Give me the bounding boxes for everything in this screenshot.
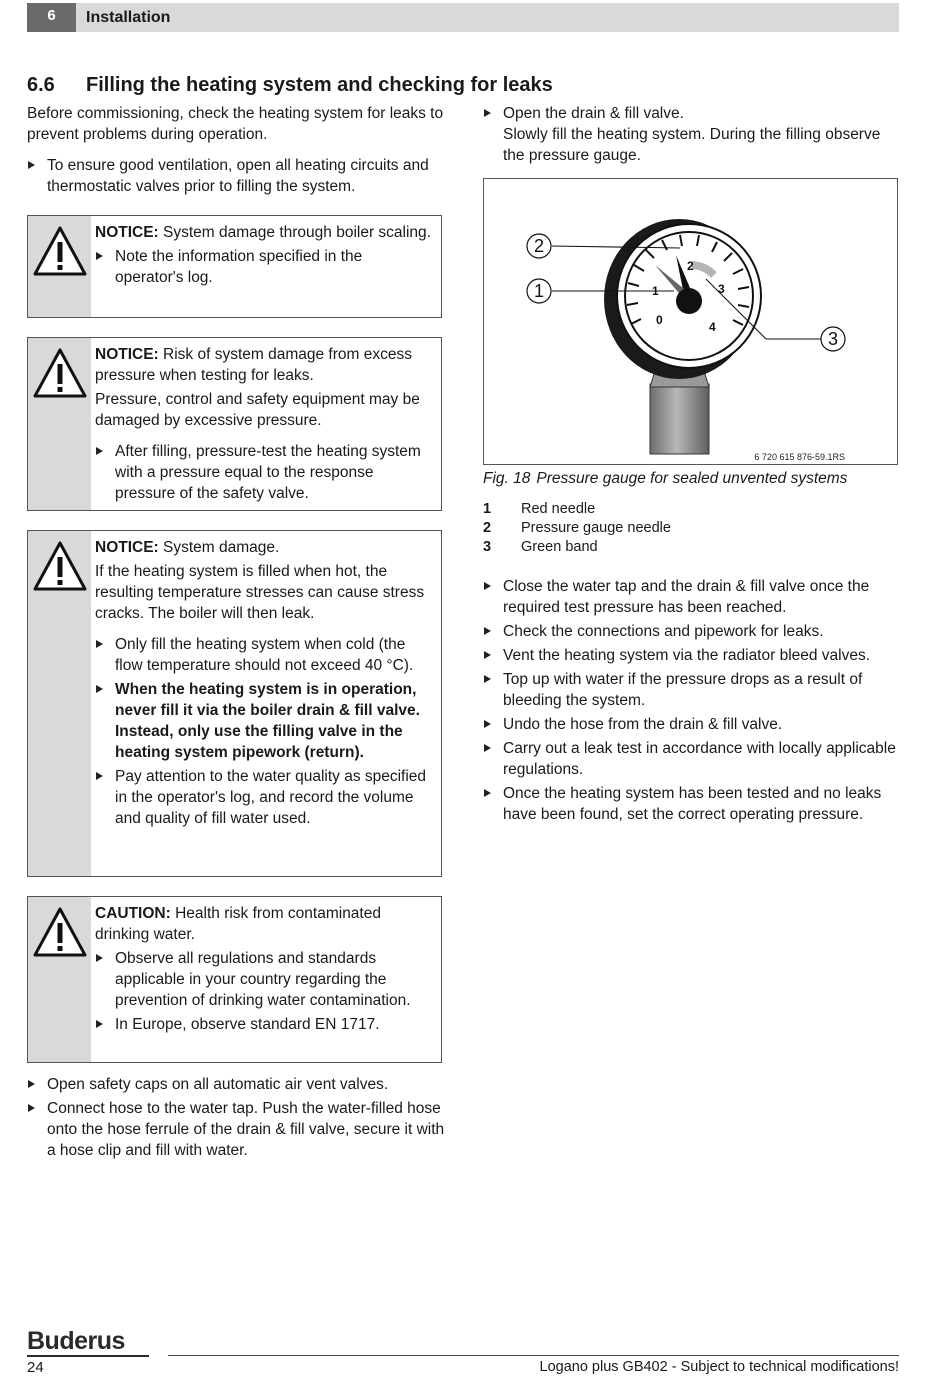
right-steps-list <box>483 576 901 828</box>
needle-hub <box>676 288 702 314</box>
warning-icon <box>32 346 88 402</box>
step-bullet: Top up with water if the pressure drops as a result of bleeding the system. <box>483 669 901 711</box>
step-bullet: Connect hose to the water tap. Push the water-filled hose onto the hose ferrule of the drain & fill valve, secure it with a hose clip and fill with water. <box>27 1098 445 1161</box>
footer-text: Logano plus GB402 - Subject to technical modifications! <box>539 1359 899 1375</box>
notice-bullet: Note the information specified in the operator's log. <box>95 246 433 288</box>
figure-reference: 6 720 615 876-59.1RS <box>754 452 845 462</box>
left-final-steps <box>27 1074 445 1161</box>
open-valve-continuation: Slowly fill the heating system. During the filling observe the pressure gauge. <box>503 126 881 164</box>
caution-label: CAUTION: <box>95 905 171 922</box>
figure-legend <box>483 500 671 557</box>
chapter-title: Installation <box>86 9 171 26</box>
callout-label-3: 3 <box>827 329 839 349</box>
dial-number-2: 2 <box>687 259 694 273</box>
section-heading: Filling the heating system and checking for leaks <box>86 74 553 96</box>
legend-row: 3 Green band <box>483 539 598 555</box>
notice-bullet: Pay attention to the water quality as specified in the operator's log, and record the volume and quality of fill water used. <box>95 766 433 829</box>
step-bullet: Carry out a leak test in accordance with locally applicable regulations. <box>483 738 901 780</box>
section-number: 6.6 <box>27 74 55 96</box>
notice-label: NOTICE: <box>95 224 159 241</box>
step-bullet: Undo the hose from the drain & fill valve. <box>483 714 901 735</box>
page-number: 24 <box>27 1359 44 1376</box>
ventilation-bullet: To ensure good ventilation, open all heating circuits and thermostatic valves prior to filling the system. <box>27 155 445 197</box>
callout-label-2: 2 <box>533 236 545 256</box>
open-valve-bullet: Open the drain & fill valve. <box>483 103 903 124</box>
pressure-gauge-illustration <box>484 179 897 464</box>
notice-paragraph: If the heating system is filled when hot, the resulting temperature stresses can cause stress cracks. The boiler will then leak. <box>95 563 425 622</box>
notice-box-pressure <box>27 337 442 511</box>
figure-number: Fig. 18 <box>483 470 531 487</box>
notice-text: System damage. <box>158 539 280 556</box>
notice-text: Risk of system damage from excess pressure when testing for leaks. <box>95 346 412 384</box>
notice-text: System damage through boiler scaling. <box>158 224 431 241</box>
footer-divider <box>27 1355 149 1357</box>
dial-number-4: 4 <box>709 320 716 334</box>
notice-label: NOTICE: <box>95 346 159 363</box>
notice-label: NOTICE: <box>95 539 159 556</box>
right-column-intro <box>483 103 903 166</box>
dial-number-0: 0 <box>656 313 663 327</box>
notice-paragraph: Pressure, control and safety equipment may be damaged by excessive pressure. <box>95 391 420 429</box>
step-bullet: Vent the heating system via the radiator bleed valves. <box>483 645 901 666</box>
footer-divider <box>168 1355 899 1356</box>
caution-bullet: Observe all regulations and standards applicable in your country regarding the prevention of drinking water contamination. <box>95 948 433 1011</box>
legend-row: 2 Pressure gauge needle <box>483 520 671 536</box>
figure-caption-text: Pressure gauge for sealed unvented systems <box>536 470 848 487</box>
notice-bullet: After filling, pressure-test the heating system with a pressure equal to the response pressure of the safety valve. <box>95 441 433 504</box>
caution-bullet: In Europe, observe standard EN 1717. <box>95 1014 433 1035</box>
caution-text: Health risk from contaminated drinking water. <box>95 905 381 943</box>
dial-number-3: 3 <box>718 282 725 296</box>
notice-box-hot-filling <box>27 530 442 877</box>
warning-icon <box>32 905 88 961</box>
callout-label-1: 1 <box>533 281 545 301</box>
step-bullet: Once the heating system has been tested and no leaks have been found, set the correct operating pressure. <box>483 783 901 825</box>
step-bullet: Check the connections and pipework for leaks. <box>483 621 901 642</box>
chapter-number: 6 <box>27 3 76 32</box>
left-column-intro <box>27 103 445 197</box>
caution-box-drinking-water <box>27 896 442 1063</box>
step-bullet: Close the water tap and the drain & fill valve once the required test pressure has been reached. <box>483 576 901 618</box>
notice-bullet-bold: When the heating system is in operation, never fill it via the boiler drain & fill valve. Instead, only use the filling valve in the heating system pipework (return). <box>95 679 433 763</box>
section-title <box>27 74 553 97</box>
warning-icon <box>32 539 88 595</box>
figure-caption <box>483 470 847 488</box>
notice-bullet: Only fill the heating system when cold (the flow temperature should not exceed 40 °C). <box>95 634 433 676</box>
dial-number-1: 1 <box>652 284 659 298</box>
brand-logo: Buderus <box>27 1327 125 1355</box>
pressure-gauge-figure <box>483 178 898 465</box>
notice-box-scaling <box>27 215 442 318</box>
intro-text: Before commissioning, check the heating system for leaks to prevent problems during operation. <box>27 105 444 143</box>
step-bullet: Open safety caps on all automatic air vent valves. <box>27 1074 445 1095</box>
legend-row: 1 Red needle <box>483 501 596 517</box>
warning-icon <box>32 224 88 280</box>
